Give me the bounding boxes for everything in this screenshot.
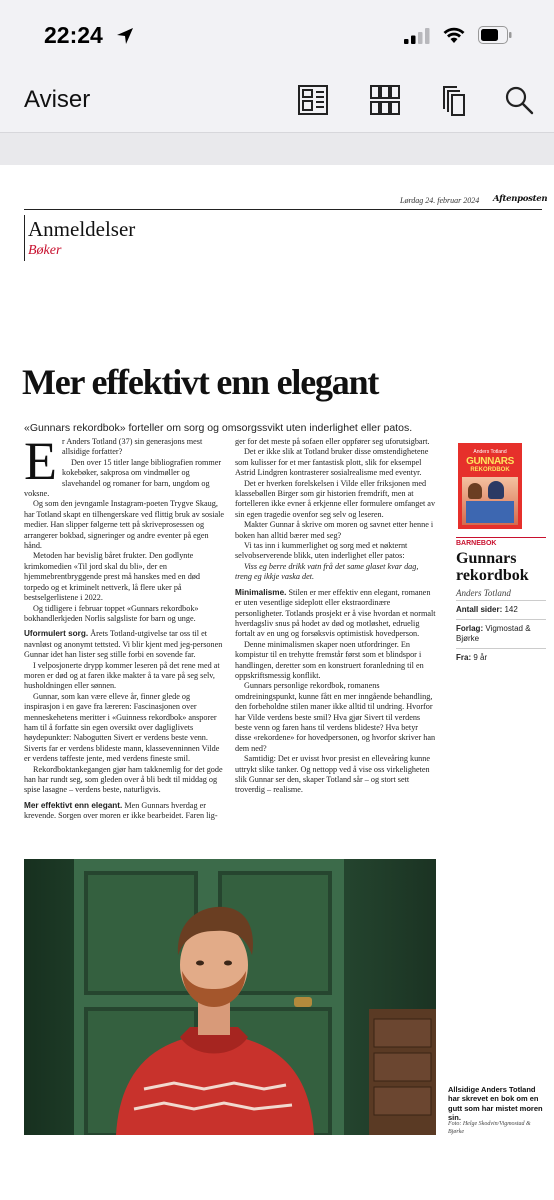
paragraph: I velposjonerte drypp kommer leseren på det rene med at moren er død og at faren ikke makter å ta vare på seg selv, husholdningen eller sønnen. [24, 660, 220, 691]
nav-title: Aviser [24, 86, 91, 113]
search-icon[interactable] [502, 83, 536, 117]
page-count: Antall sider: 142 [456, 605, 518, 614]
subheading: Mer effektivt enn elegant. [24, 800, 123, 810]
cover-title: GUNNARS [466, 456, 514, 467]
paragraph: Den over 15 titler lange bibliografien rommer kokebøker, sakprosa om vindmøller og slavehandel og romaner for barn, ungdom og voksne. [24, 457, 222, 499]
photo-caption: Allsidige Anders Totland har skrevet en bok om en gutt som har mistet moren sin. [448, 1085, 543, 1123]
book-title: Gunnars rekordbok [456, 550, 529, 584]
article-column-2 [235, 437, 436, 796]
cellular-signal-icon [404, 28, 430, 44]
paragraph: Uformulert sorg. Årets Totland-utgivelse tar oss til et navnløst og anonymt tettsted. Vi blir kjent med jeg-personen Gunnar idet han lister seg stille forbi en sovende far. [24, 629, 223, 660]
status-time: 22:24 [44, 22, 103, 48]
paragraph: Det er ikke slik at Totland bruker disse omstendighetene som kulisser for et mer fantastisk plott, slik for eksempel Astrid Lindgren kontrasterer sosialrealisme med eventyr. [235, 447, 429, 478]
status-bar [0, 0, 554, 72]
paragraph: Metoden har bevislig båret frukter. Den godlynte krimkomedien «Til jord skal du bli», der en hjemmebrentbryggende prest må hanskes med en død torpedo og et kriminelt nettverk, lå flere uker på bestselgerlistene i 2022. [24, 551, 200, 603]
divider [456, 619, 546, 620]
article-headline: Mer effektivt enn elegant [22, 362, 379, 402]
paragraph: Minimalisme. Stilen er mer effektiv enn elegant, romanen er uten vesentlige sideplott eller ekstraordinære personligheter. Totlands prosjekt er å vise hvordan et normalt hverdagsliv snus på hodet av død og motløshet, edruelig fortalt av en ung og forsøksvis optimistisk hovedperson. [235, 587, 436, 639]
newspaper-page[interactable] [0, 165, 554, 1200]
wifi-icon [442, 26, 466, 44]
subsection-title: Bøker [28, 243, 62, 258]
issue-date: Lørdag 24. februar 2024 [400, 196, 480, 205]
subheading: Minimalisme. [235, 587, 287, 597]
paragraph: Er Anders Totland (37) sin generasjons mest allsidige forfatter? [24, 431, 203, 491]
location-arrow-icon [116, 27, 134, 45]
layout-view-icon[interactable] [296, 83, 330, 117]
copy-pages-icon[interactable] [436, 83, 470, 117]
paragraph: ger for det meste på sofaen eller oppfører seg uforutsigbart. [235, 437, 430, 446]
drop-cap: E [24, 431, 57, 491]
paragraph: Gunnar, som kan være elleve år, finner glede og inspirasjon i en gave fra læreren: Fascinasjonen over menneskehetens meritter i «Guinness rekordbok» ansporer ham til å forfatte sin egen oversikt over dagliglivets høydepunkter: Nabogutten Sivert er verdens beste venn. Siverts far er verdens blideste mann, klassevenninnen Vilde er verdens tøffeste jente, med verdens fineste smil. [24, 691, 220, 764]
app-navigation-bar [0, 72, 554, 133]
paragraph: Samtidig: Det er uvisst hvor presist en elleveåring kunne uttrykt slike tanker. Og nettopp ved å vise oss virkeligheten slik Gunnar ser den, skaper Totland sår – og stort sett troverdig – realisme. [235, 754, 430, 795]
paragraph: Rekordboktankegangen gjør ham takknemlig for det gode han har rundt seg, som gleden over å bli bedt til middag og spise lasagne – verdens beste, naturligvis. [24, 764, 223, 795]
paragraph: Gunnars personlige rekordbok, romanens omdreiningspunkt, kunne fått en mer inngående behandling, den forbeholdne stilen maner ikke alltid til undring. Hvorfor har Vilde verdens beste smil? Hva gjør Sivert til verdens beste venn og faren hans til verdens blideste? Hva betyr disse «rekordene» for hovedpersonen, og hvorfor skriver han dem ned? [235, 681, 436, 753]
book-cover-image [458, 443, 522, 529]
page-gap [0, 133, 554, 165]
header-rule [24, 209, 542, 210]
paragraph: Mer effektivt enn elegant. Men Gunnars hverdag er krevende. Sorgen over moren er ikke bearbeidet. Faren lig- [24, 800, 218, 821]
cover-subtitle: REKORDBOK [470, 467, 510, 473]
divider [456, 648, 546, 649]
grid-view-icon[interactable] [368, 83, 402, 117]
cover-author: Anders Totland [473, 449, 507, 455]
section-bar [24, 215, 25, 261]
article-lead: «Gunnars rekordbok» forteller om sorg og omsorgssvikt uten inderlighet eller patos. [24, 422, 413, 434]
subheading: Uformulert sorg. [24, 629, 89, 639]
section-title: Anmeldelser [28, 217, 136, 241]
paragraph: Denne minimalismen skaper noen utfordringer. En kompistur til en trehytte fremstår først som et blindspor i handlingen, deretter som en konstruert foranledning til en oppskriftsmessig konflikt. [235, 639, 424, 680]
book-author: Anders Totland [456, 588, 511, 598]
author-photo [24, 859, 436, 1135]
quote: Viss eg berre drikk vatn frå det same glaset kvar dag, treng eg ikkje vaska det. [235, 561, 419, 582]
age-rating: Fra: 9 år [456, 653, 488, 662]
paragraph: Det er hverken forelskelsen i Vilde eller friksjonen med klassebøllen Birger som gir historien fremdrift, men at fortelleren ikke evner å erkjenne eller formulere omfanget av sin egen tragedie ovenfor seg selv og leseren. [235, 478, 436, 519]
publisher: Forlag: Vigmostad & Bjørke [456, 624, 531, 643]
photo-credit: Foto: Helge Skodvin/Vigmostad & Bjørke [448, 1121, 531, 1135]
battery-icon [478, 26, 512, 44]
fact-box-rule [456, 537, 546, 538]
article-column-1 [24, 431, 225, 822]
newspaper-logo: Aftenposten [493, 194, 548, 204]
divider [456, 600, 546, 601]
author-photo-illustration [24, 859, 436, 1135]
paragraph: Makter Gunnar å skrive om moren og savnet etter henne i boken han alltid bærer med seg? [235, 520, 434, 540]
paragraph: Vi tas inn i kummerlighet og sorg med et nøkternt selvobserverende blikk, uten inderlighet eller patos: [235, 541, 408, 561]
paragraph: Og som den jevngamle Instagram-poeten Trygve Skaug, har Totland skapt en tilhengerskare ved flittig bruk av sosiale medier. Han slipper følgerne tett på skriveprosessen og arrangerer bokbad, signeringer og andre eventer på egen hånd. [24, 499, 225, 551]
genre-label: BARNEBOK [456, 540, 497, 547]
paragraph: Og tidligere i februar toppet «Gunnars rekordbok» bokhandlerkjeden Norlis salgsliste for barn og unge. [24, 603, 199, 623]
